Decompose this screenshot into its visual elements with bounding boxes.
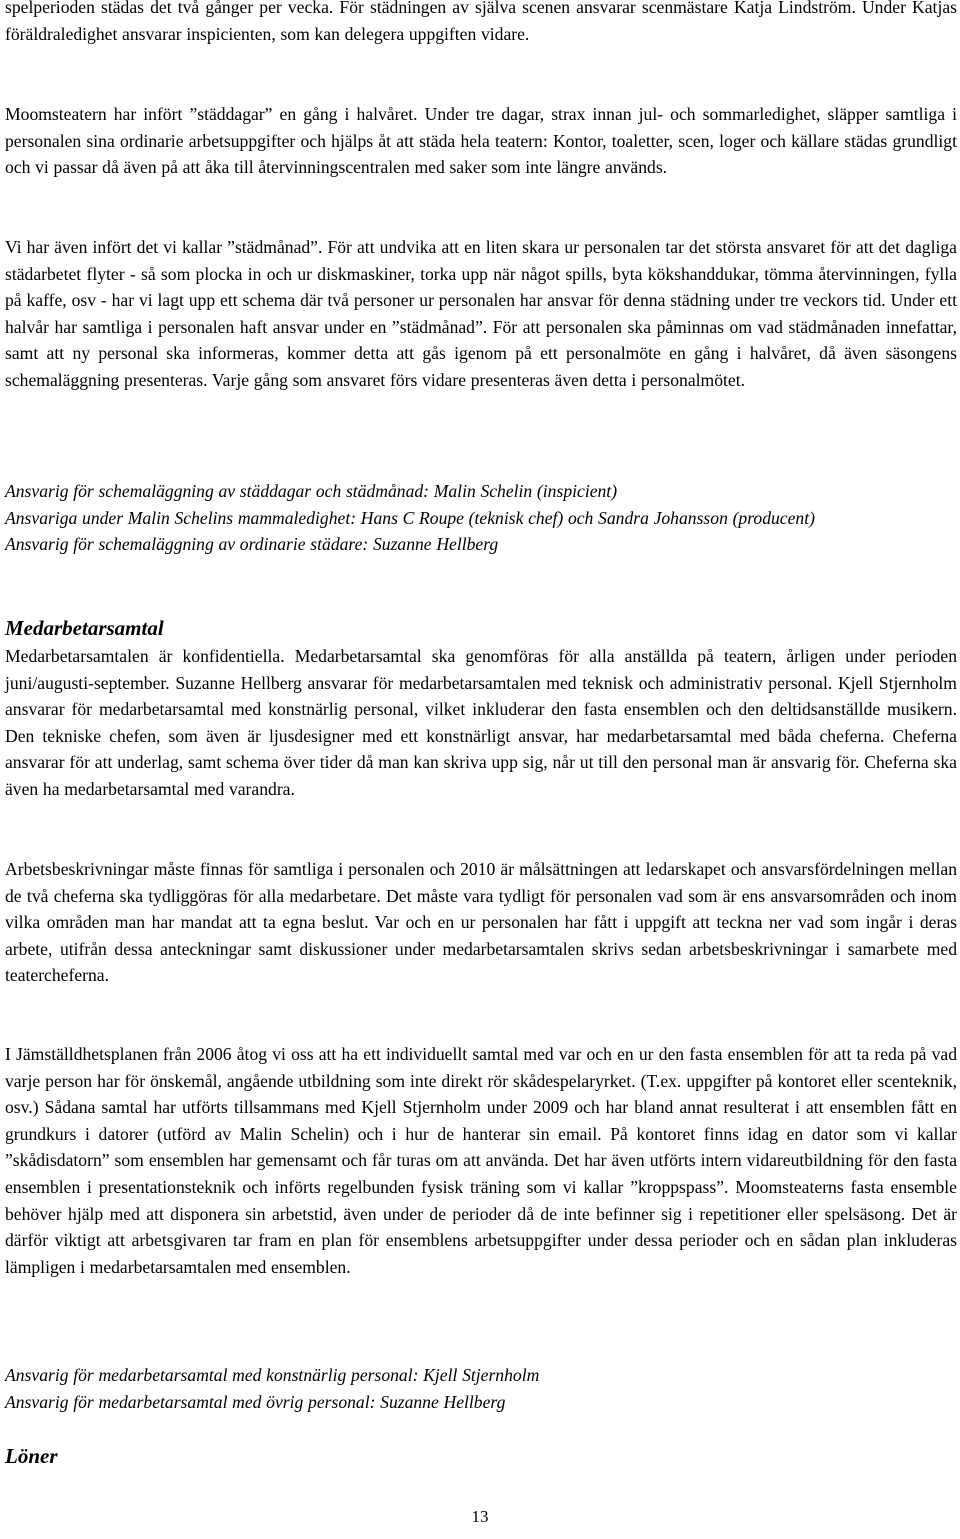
stadmanad-paragraph: Vi har även infört det vi kallar ”städmånad”. För att undvika att en liten skara ur personalen tar det största ansvaret för att det dagliga städarbetet flyter - så som plocka in och ur diskmaskiner, torka upp när något spills, byta kökshanddukar, tömma återvinningen, fylla på kaffe, osv - har vi lagt upp ett schema där två personer ur personalen har ansvar för denna städning under tre veckors tid. Under ett halvår har samtliga i personalen haft ansvar under en ”städmånad”. För att personalen ska påminnas om vad städmånaden innefattar, samt att ny personal ska informeras, kommer detta att gås igenom på ett personalmöte en gång i halvåret, då även säsongens schemaläggning presenteras. Varje gång som ansvaret förs vidare presenteras även detta i personalmötet. [5, 237, 957, 390]
jamstalldhet-paragraph: I Jämställdhetsplanen från 2006 åtog vi oss att ha ett individuellt samtal med var och en ur den fasta ensemblen för att ta reda på vad varje person har för önskemål, angående utbildning som inte direkt rör skådespelaryrket. (T.ex. uppgifter på kontoret eller scenteknik, osv.) Sådana samtal har utförts tillsammans med Kjell Stjernholm under 2009 och har bland annat resulterat i att ensemblen fått en grundkurs i datorer (utförd av Malin Schelin) och i hur de hanterar sin email. På kontoret finns idag en dator som vi kallar ”skådisdatorn” som ensemblen har gemensamt och får turas om att använda. Det har även utförts intern vidareutbildning för den fasta ensemblen i presentationsteknik och införts regelbunden fysisk träning som vi kallar ”kroppspass”. Moomsteaterns fasta ensemble behöver hjälp med att disponera sin arbetstid, även under de perioder då de inte befinner sig i repetitioner eller spelsäsong. Det är därför viktigt att arbetsgivaren tar fram en plan för ensemblens arbetsuppgifter under dessa perioder och en sådan plan inkluderas lämpligen i medarbetarsamtalen med ensemblen. [5, 1044, 957, 1277]
intro-paragraph: spelperioden städas det två gånger per vecka. För städningen av själva scenen ansvarar scenmästare Katja Lindström. Under Katjas föräldraledighet ansvarar inspicienten, som kan delegera uppgiften vidare. [5, 0, 957, 44]
responsible-line: Ansvarig för schemaläggning av städdagar och städmånad: Malin Schelin (inspicient) [5, 481, 618, 501]
responsibility-block-talks [5, 1362, 957, 1415]
section-heading-loner: Löner [5, 1444, 58, 1468]
responsible-line: Ansvarig för medarbetarsamtal med övrig personal: Suzanne Hellberg [5, 1391, 506, 1412]
medarbetarsamtal-paragraph: Medarbetarsamtalen är konfidentiella. Medarbetarsamtal ska genomföras för alla anställda på teatern, årligen under perioden juni/augusti-september. Suzanne Hellberg ansvarar för medarbetarsamtalen med teknisk och administrativ personal. Kjell Stjernholm ansvarar för medarbetarsamtal med konstnärlig personal, vilket inkluderar den fasta ensemblen och den deltidsanställde musikern. Den tekniske chefen, som även är ljusdesigner med ett konstnärligt ansvar, har medarbetarsamtal med båda cheferna. Cheferna ansvarar för att underlag, samt schema över tider då man kan skriva upp sig, når ut till den personal man är ansvarig för. Cheferna ska även ha medarbetarsamtal med varandra. [5, 646, 957, 799]
arbetsbeskrivningar-paragraph: Arbetsbeskrivningar måste finnas för samtliga i personalen och 2010 är målsättningen att ledarskapet och ansvarsfördelningen mellan de två cheferna ska tydliggöras för alla medarbetare. Det måste vara tydligt för personalen vad som är ens ansvarsområden och inom vilka områden man har mandat att ta egna beslut. Var och en ur personalen har fått i uppgift att teckna ner vad som ingår i deras arbete, utifrån dessa anteckningar samt diskussioner under medarbetarsamtalen skrivs sedan arbetsbeskrivningar i samarbete med teatercheferna. [5, 859, 957, 986]
page-number: 13 [471, 1507, 489, 1526]
responsibility-block-cleaning [5, 478, 957, 558]
section-heading-medarbetarsamtal: Medarbetarsamtal [5, 616, 164, 640]
responsible-line: Ansvarig för schemaläggning av ordinarie städare: Suzanne Hellberg [5, 534, 499, 555]
responsible-line: Ansvarig för medarbetarsamtal med konstnärlig personal: Kjell Stjernholm [5, 1365, 540, 1385]
responsible-line: Ansvariga under Malin Schelins mammaledighet: Hans C Roupe (teknisk chef) och Sandra Johansson (producent) [5, 507, 815, 528]
staddagar-paragraph: Moomsteatern har infört ”städdagar” en gång i halvåret. Under tre dagar, strax innan jul- och sommarledighet, släpper samtliga i personalen sina ordinarie arbetsuppgifter och hjälps åt att städa hela teatern: Kontor, toaletter, scen, loger och källare städas grundligt och vi passar då även på att åka till återvinningscentralen med saker som inte längre används. [5, 104, 957, 178]
